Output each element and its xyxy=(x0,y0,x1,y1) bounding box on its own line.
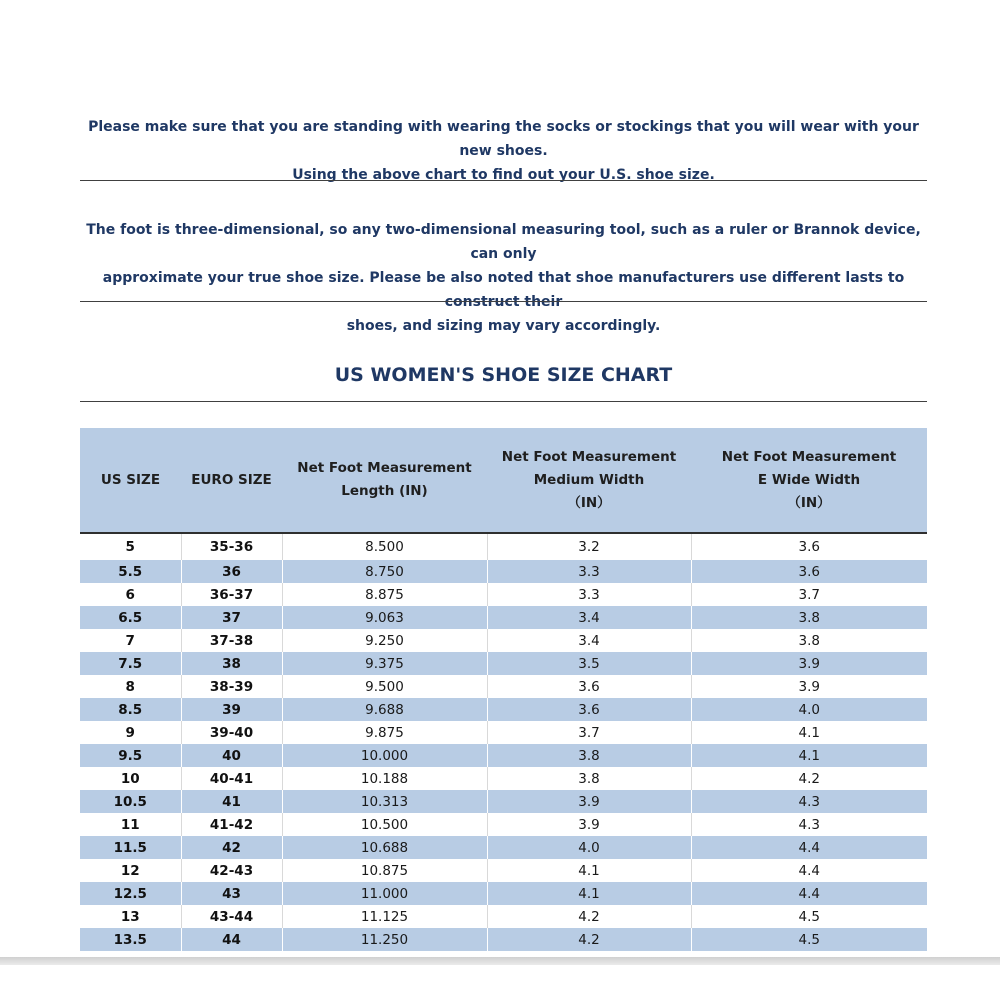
us-size-cell: 8 xyxy=(125,678,135,695)
medium-width-cell: 3.4 xyxy=(487,606,691,629)
medium-width-cell: 3.8 xyxy=(487,767,691,790)
euro-size-cell: 41 xyxy=(181,790,282,813)
euro-size-cell: 43 xyxy=(181,882,282,905)
wide-width-cell: 4.5 xyxy=(691,928,927,951)
length-cell: 10.188 xyxy=(282,767,487,790)
table-row xyxy=(80,675,927,698)
medium-width-cell: 3.2 xyxy=(487,533,691,560)
length-cell: 8.500 xyxy=(282,533,487,560)
divider-line xyxy=(80,401,927,402)
euro-size-cell: 41-42 xyxy=(181,813,282,836)
wide-width-cell: 4.4 xyxy=(691,836,927,859)
wide-width-cell: 4.1 xyxy=(691,721,927,744)
header-length xyxy=(282,428,487,533)
us-size-cell: 11.5 xyxy=(80,836,181,859)
us-size-cell: 8.5 xyxy=(80,698,181,721)
table-row xyxy=(80,606,927,629)
length-cell: 10.000 xyxy=(282,744,487,767)
table-body xyxy=(80,533,927,951)
header-wide-line-1: Net Foot Measurement xyxy=(721,448,897,465)
wide-width-cell: 4.3 xyxy=(691,790,927,813)
euro-size-cell: 43-44 xyxy=(181,905,282,928)
header-us-size xyxy=(80,428,181,533)
medium-width-cell: 3.6 xyxy=(487,675,691,698)
us-size-cell: 9.5 xyxy=(80,744,181,767)
length-cell: 9.063 xyxy=(282,606,487,629)
standing-instruction-paragraph xyxy=(80,115,927,187)
us-size-cell: 7.5 xyxy=(80,652,181,675)
header-wide-width xyxy=(691,428,927,533)
length-cell: 9.500 xyxy=(282,675,487,698)
medium-width-cell: 4.1 xyxy=(487,859,691,882)
table-row xyxy=(80,698,927,721)
medium-width-cell: 3.3 xyxy=(487,560,691,583)
table-row xyxy=(80,836,927,859)
medium-width-cell: 3.8 xyxy=(487,744,691,767)
length-cell: 9.250 xyxy=(282,629,487,652)
length-cell: 9.875 xyxy=(282,721,487,744)
us-size-cell: 12 xyxy=(120,862,140,879)
us-size-cell: 13 xyxy=(120,908,140,925)
us-size-cell: 7 xyxy=(125,632,135,649)
table-row xyxy=(80,533,927,560)
medium-width-cell: 3.9 xyxy=(487,813,691,836)
wide-width-cell: 4.0 xyxy=(691,698,927,721)
us-size-cell: 11 xyxy=(120,816,140,833)
note-line-2: approximate your true shoe size. Please be also noted that shoe manufacturers use different lasts to construct their xyxy=(102,270,905,310)
euro-size-cell: 42-43 xyxy=(181,859,282,882)
length-cell: 10.500 xyxy=(282,813,487,836)
euro-size-cell: 40 xyxy=(181,744,282,767)
length-cell: 11.250 xyxy=(282,928,487,951)
table-row xyxy=(80,652,927,675)
us-size-cell: 12.5 xyxy=(80,882,181,905)
us-size-cell: 6.5 xyxy=(80,606,181,629)
euro-size-cell: 36-37 xyxy=(181,583,282,606)
table-row xyxy=(80,905,927,928)
sizing-note-paragraph xyxy=(80,218,927,338)
length-cell: 8.750 xyxy=(282,560,487,583)
medium-width-cell: 4.2 xyxy=(487,905,691,928)
table-row xyxy=(80,629,927,652)
medium-width-cell: 3.9 xyxy=(487,790,691,813)
header-row xyxy=(80,428,927,533)
medium-width-cell: 3.6 xyxy=(487,698,691,721)
us-size-cell: 6 xyxy=(125,586,135,603)
divider-line xyxy=(80,180,927,181)
header-wide-line-2: E Wide Width xyxy=(757,471,861,488)
length-cell: 9.375 xyxy=(282,652,487,675)
length-cell: 10.875 xyxy=(282,859,487,882)
header-medium-line-1: Net Foot Measurement xyxy=(501,448,677,465)
euro-size-cell: 38 xyxy=(181,652,282,675)
note-line-1: The foot is three-dimensional, so any two-dimensional measuring tool, such as a ruler or Brannok device, can only xyxy=(86,222,921,262)
header-medium-line-3: （IN） xyxy=(567,494,611,511)
euro-size-cell: 37-38 xyxy=(181,629,282,652)
wide-width-cell: 4.3 xyxy=(691,813,927,836)
medium-width-cell: 4.1 xyxy=(487,882,691,905)
us-size-cell: 10.5 xyxy=(80,790,181,813)
length-cell: 8.875 xyxy=(282,583,487,606)
wide-width-cell: 3.9 xyxy=(691,675,927,698)
wide-width-cell: 3.6 xyxy=(691,560,927,583)
table-header xyxy=(80,428,927,533)
wide-width-cell: 4.4 xyxy=(691,882,927,905)
medium-width-cell: 4.0 xyxy=(487,836,691,859)
length-cell: 11.000 xyxy=(282,882,487,905)
euro-size-cell: 38-39 xyxy=(181,675,282,698)
header-medium-width xyxy=(487,428,691,533)
instruction-line-2: Using the above chart to find out your U.S. shoe size. xyxy=(292,167,715,183)
euro-size-cell: 44 xyxy=(181,928,282,951)
header-euro-size-label: EURO SIZE xyxy=(191,471,272,488)
size-chart-table-container xyxy=(80,428,927,951)
wide-width-cell: 3.9 xyxy=(691,652,927,675)
wide-width-cell: 4.1 xyxy=(691,744,927,767)
table-row xyxy=(80,767,927,790)
wide-width-cell: 3.8 xyxy=(691,629,927,652)
size-chart-table xyxy=(80,428,927,951)
euro-size-cell: 39-40 xyxy=(181,721,282,744)
header-us-size-label: US SIZE xyxy=(100,471,161,488)
header-length-line-2: Length (IN) xyxy=(341,483,428,499)
table-row xyxy=(80,882,927,905)
instruction-line-1: Please make sure that you are standing with wearing the socks or stockings that you will wear with your new shoes. xyxy=(88,119,919,159)
medium-width-cell: 3.3 xyxy=(487,583,691,606)
length-cell: 10.313 xyxy=(282,790,487,813)
us-size-cell: 5.5 xyxy=(80,560,181,583)
medium-width-cell: 3.7 xyxy=(487,721,691,744)
table-row xyxy=(80,928,927,951)
us-size-cell: 5 xyxy=(125,539,135,555)
wide-width-cell: 4.4 xyxy=(691,859,927,882)
us-size-cell: 13.5 xyxy=(80,928,181,951)
wide-width-cell: 4.5 xyxy=(691,905,927,928)
header-wide-line-3: （IN） xyxy=(787,494,831,511)
euro-size-cell: 35-36 xyxy=(181,533,282,560)
header-length-line-1: Net Foot Measurement xyxy=(297,460,472,476)
note-line-3: shoes, and sizing may vary accordingly. xyxy=(346,318,661,334)
table-row xyxy=(80,813,927,836)
table-row xyxy=(80,859,927,882)
euro-size-cell: 36 xyxy=(181,560,282,583)
length-cell: 10.688 xyxy=(282,836,487,859)
medium-width-cell: 4.2 xyxy=(487,928,691,951)
size-chart-title: US WOMEN'S SHOE SIZE CHART xyxy=(334,364,673,386)
euro-size-cell: 40-41 xyxy=(181,767,282,790)
wide-width-cell: 3.8 xyxy=(691,606,927,629)
table-row xyxy=(80,560,927,583)
euro-size-cell: 37 xyxy=(181,606,282,629)
wide-width-cell: 3.7 xyxy=(691,583,927,606)
header-medium-line-2: Medium Width xyxy=(533,471,645,488)
header-euro-size xyxy=(181,428,282,533)
table-row xyxy=(80,583,927,606)
length-cell: 11.125 xyxy=(282,905,487,928)
wide-width-cell: 4.2 xyxy=(691,767,927,790)
length-cell: 9.688 xyxy=(282,698,487,721)
us-size-cell: 10 xyxy=(120,770,140,787)
page-bottom-margin xyxy=(0,965,1000,1001)
euro-size-cell: 42 xyxy=(181,836,282,859)
medium-width-cell: 3.4 xyxy=(487,629,691,652)
table-row xyxy=(80,744,927,767)
table-row xyxy=(80,721,927,744)
table-row xyxy=(80,790,927,813)
medium-width-cell: 3.5 xyxy=(487,652,691,675)
euro-size-cell: 39 xyxy=(181,698,282,721)
wide-width-cell: 3.6 xyxy=(691,533,927,560)
divider-line xyxy=(80,301,927,302)
us-size-cell: 9 xyxy=(125,724,135,741)
